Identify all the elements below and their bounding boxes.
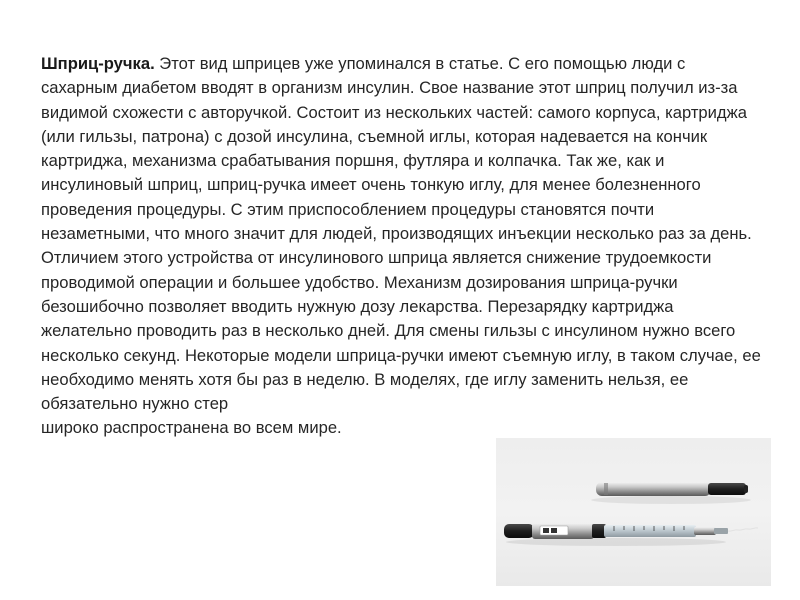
article-tail: широко распространена во всем мире. <box>41 418 342 438</box>
pen-cap <box>591 482 751 504</box>
pen-body <box>504 523 758 546</box>
insulin-pen-photo <box>496 438 771 586</box>
article-paragraph <box>41 52 766 441</box>
term-heading: Шприц-ручка. <box>41 54 155 73</box>
article-body: Этот вид шприцев уже упоминался в статье. С его помощью люди с сахарным диабетом вводят в организм инсулин. Свое название этот шприц получил из-за видимой схожести с авторучкой. Состоит из нескольких частей: самого корпуса, картриджа (или гильзы, патрона) с дозой инсулина, съемной иглы, которая надевается на кончик картриджа, механизма срабатывания поршня, футляра и колпачка. Так же, как и инсулиновый шприц, шприц-ручка имеет очень тонкую иглу, для менее болезненного проведения процедуры. С этим приспособлением процедуры становятся почти незаметными, что много значит для людей, производящих инъекции несколько раз за день. Отличием этого устройства от инсулинового шприца является снижение трудоемкости проводимой операции и большее удобство. Механизм дозирования шприца-ручки безошибочно позволяет вводить нужную дозу лекарства. Перезарядку картриджа желательно проводить раз в несколько дней. Для смены гильзы с инсулином нужно всего несколько секунд. Некоторые модели шприца-ручки имеют съемную иглу, в таком случае, ее необходимо менять хотя бы раз в неделю. В моделях, где иглу заменить нельзя, ее обязательно нужно стер <box>41 54 761 414</box>
